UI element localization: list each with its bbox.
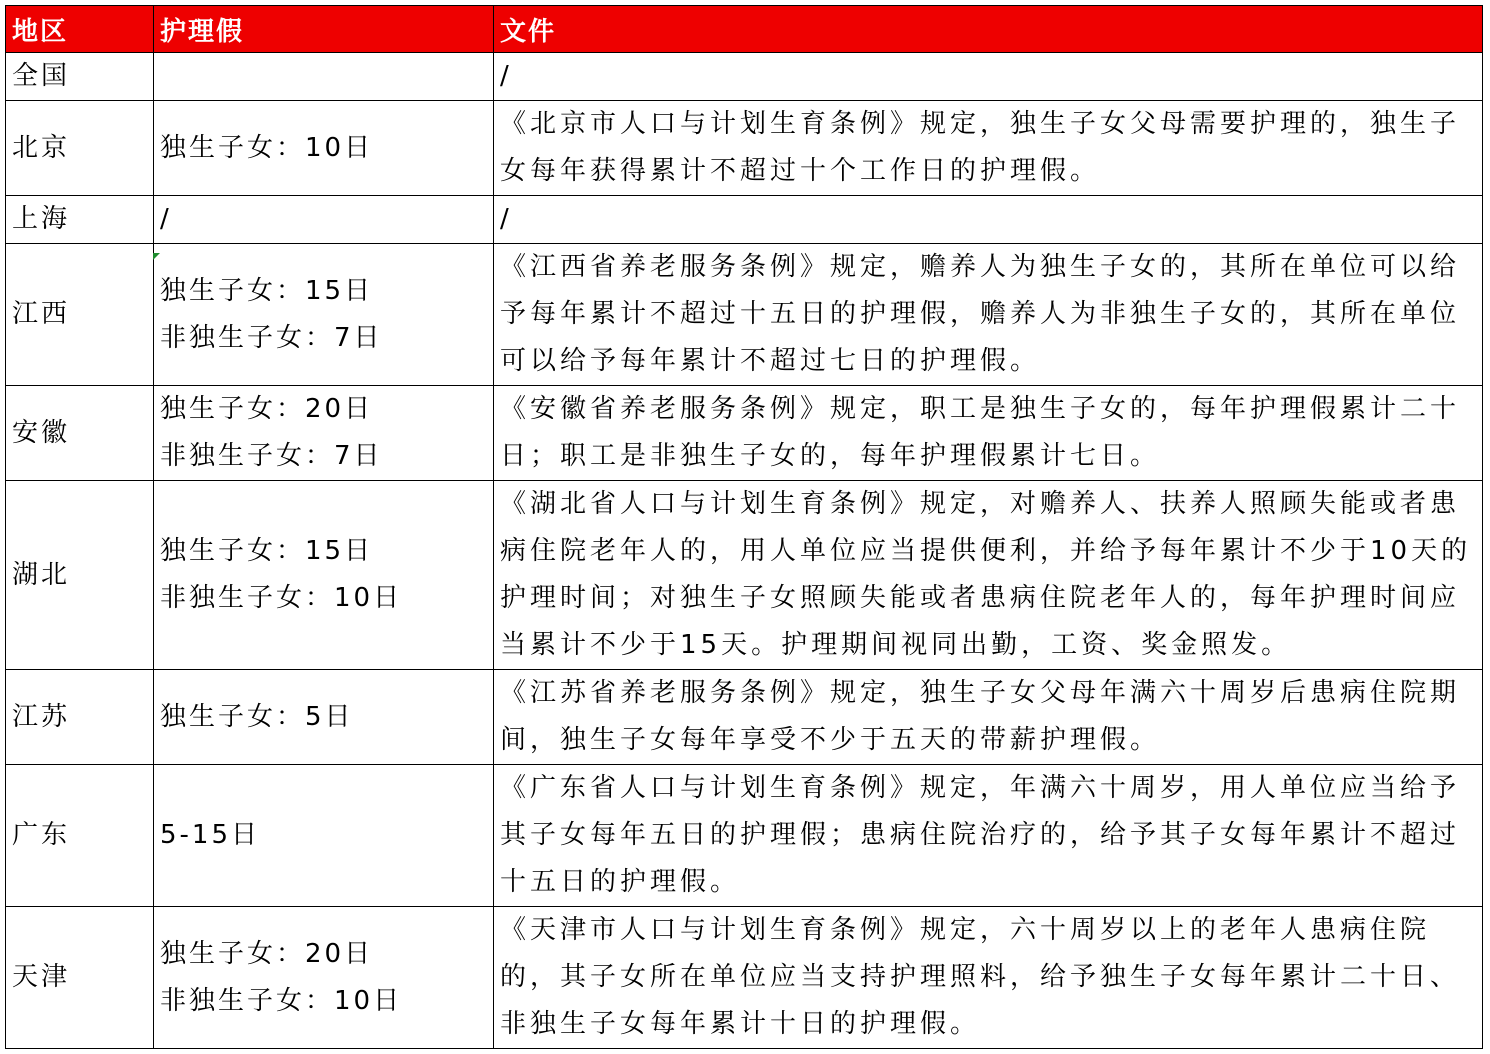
leave-line: 独生子女：15日 xyxy=(160,275,374,306)
leave-cell[interactable] xyxy=(154,670,494,765)
header-leave[interactable]: 护理假 xyxy=(154,6,494,53)
table-row xyxy=(6,386,1483,481)
leave-cell[interactable] xyxy=(154,53,494,101)
leave-line: 非独生子女：10日 xyxy=(160,583,403,613)
document-line: 日；职工是非独生子女的，每年护理假累计七日。 xyxy=(500,441,1161,471)
header-region[interactable]: 地区 xyxy=(6,6,154,53)
leave-line: 5-15日 xyxy=(160,820,261,850)
document-cell[interactable] xyxy=(494,53,1483,101)
document-line: 《天津市人口与计划生育条例》规定，六十周岁以上的老年人患病住院 xyxy=(500,915,1431,945)
leave-line: / xyxy=(160,204,172,234)
document-cell[interactable] xyxy=(494,101,1483,196)
document-line: 非独生子女每年累计十日的护理假。 xyxy=(500,1009,981,1039)
document-line: 《江苏省养老服务条例》规定，独生子女父母年满六十周岁后患病住院期 xyxy=(500,678,1461,708)
document-line: 予每年累计不超过十五日的护理假，赡养人为非独生子女的，其所在单位 xyxy=(500,299,1461,329)
document-cell[interactable] xyxy=(494,765,1483,907)
document-cell[interactable] xyxy=(494,196,1483,244)
document-line: 女每年获得累计不超过十个工作日的护理假。 xyxy=(500,156,1101,186)
region-cell[interactable]: 北京 xyxy=(6,101,154,196)
region-cell[interactable]: 天津 xyxy=(6,907,154,1049)
document-cell[interactable] xyxy=(494,481,1483,670)
leave-cell[interactable] xyxy=(154,907,494,1049)
leave-line: 独生子女：20日 xyxy=(160,394,374,424)
region-cell[interactable]: 安徽 xyxy=(6,386,154,481)
region-cell[interactable]: 广东 xyxy=(6,765,154,907)
table-body xyxy=(6,53,1483,1049)
document-line: 《广东省人口与计划生育条例》规定，年满六十周岁，用人单位应当给予 xyxy=(500,773,1461,803)
table-row xyxy=(6,101,1483,196)
leave-cell[interactable] xyxy=(154,481,494,670)
document-line: 《江西省养老服务条例》规定，赡养人为独生子女的，其所在单位可以给 xyxy=(500,252,1461,282)
document-line: / xyxy=(500,204,513,234)
table-row xyxy=(6,765,1483,907)
document-line: 十五日的护理假。 xyxy=(500,867,741,897)
document-line: / xyxy=(500,61,513,91)
table-row xyxy=(6,244,1483,386)
leave-line: 独生子女：15日 xyxy=(160,536,374,566)
document-cell[interactable] xyxy=(494,670,1483,765)
header-document[interactable]: 文件 xyxy=(494,6,1483,53)
leave-line: 非独生子女：7日 xyxy=(160,322,383,353)
leave-line: 非独生子女：10日 xyxy=(160,985,403,1016)
table-row xyxy=(6,196,1483,244)
table-row xyxy=(6,481,1483,670)
document-line: 病住院老年人的，用人单位应当提供便利，并给予每年累计不少于10天的 xyxy=(500,536,1472,566)
table-row xyxy=(6,670,1483,765)
region-cell[interactable]: 湖北 xyxy=(6,481,154,670)
leave-cell[interactable] xyxy=(154,765,494,907)
region-cell[interactable]: 全国 xyxy=(6,53,154,101)
leave-line: 独生子女：10日 xyxy=(160,132,374,163)
document-line: 护理时间；对独生子女照顾失能或者患病住院老年人的，每年护理时间应 xyxy=(500,583,1461,613)
document-line: 《安徽省养老服务条例》规定，职工是独生子女的，每年护理假累计二十 xyxy=(500,394,1461,424)
region-cell[interactable]: 江西 xyxy=(6,244,154,386)
document-line: 《北京市人口与计划生育条例》规定，独生子女父母需要护理的，独生子 xyxy=(500,109,1461,139)
document-line: 的，其子女所在单位应当支持护理照料，给予独生子女每年累计二十日、 xyxy=(500,962,1461,992)
document-line: 当累计不少于15天。护理期间视同出勤，工资、奖金照发。 xyxy=(500,630,1292,660)
leave-cell[interactable] xyxy=(154,386,494,481)
table-row xyxy=(6,907,1483,1049)
leave-cell[interactable] xyxy=(154,101,494,196)
document-line: 可以给予每年累计不超过七日的护理假。 xyxy=(500,346,1041,376)
leave-cell[interactable] xyxy=(154,244,494,386)
leave-line: 独生子女：20日 xyxy=(160,938,374,969)
leave-cell[interactable] xyxy=(154,196,494,244)
document-cell[interactable] xyxy=(494,244,1483,386)
document-cell[interactable] xyxy=(494,907,1483,1049)
policy-table xyxy=(5,5,1483,1049)
document-line: 间，独生子女每年享受不少于五天的带薪护理假。 xyxy=(500,725,1161,755)
document-line: 《湖北省人口与计划生育条例》规定，对赡养人、扶养人照顾失能或者患 xyxy=(500,489,1461,519)
cell-comment-indicator xyxy=(153,253,160,260)
region-cell[interactable]: 江苏 xyxy=(6,670,154,765)
leave-line: 独生子女：5日 xyxy=(160,701,354,732)
leave-line: 非独生子女：7日 xyxy=(160,441,383,471)
header-row xyxy=(6,6,1483,53)
document-cell[interactable] xyxy=(494,386,1483,481)
table-row xyxy=(6,53,1483,101)
document-line: 其子女每年五日的护理假；患病住院治疗的，给予其子女每年累计不超过 xyxy=(500,820,1461,850)
region-cell[interactable]: 上海 xyxy=(6,196,154,244)
